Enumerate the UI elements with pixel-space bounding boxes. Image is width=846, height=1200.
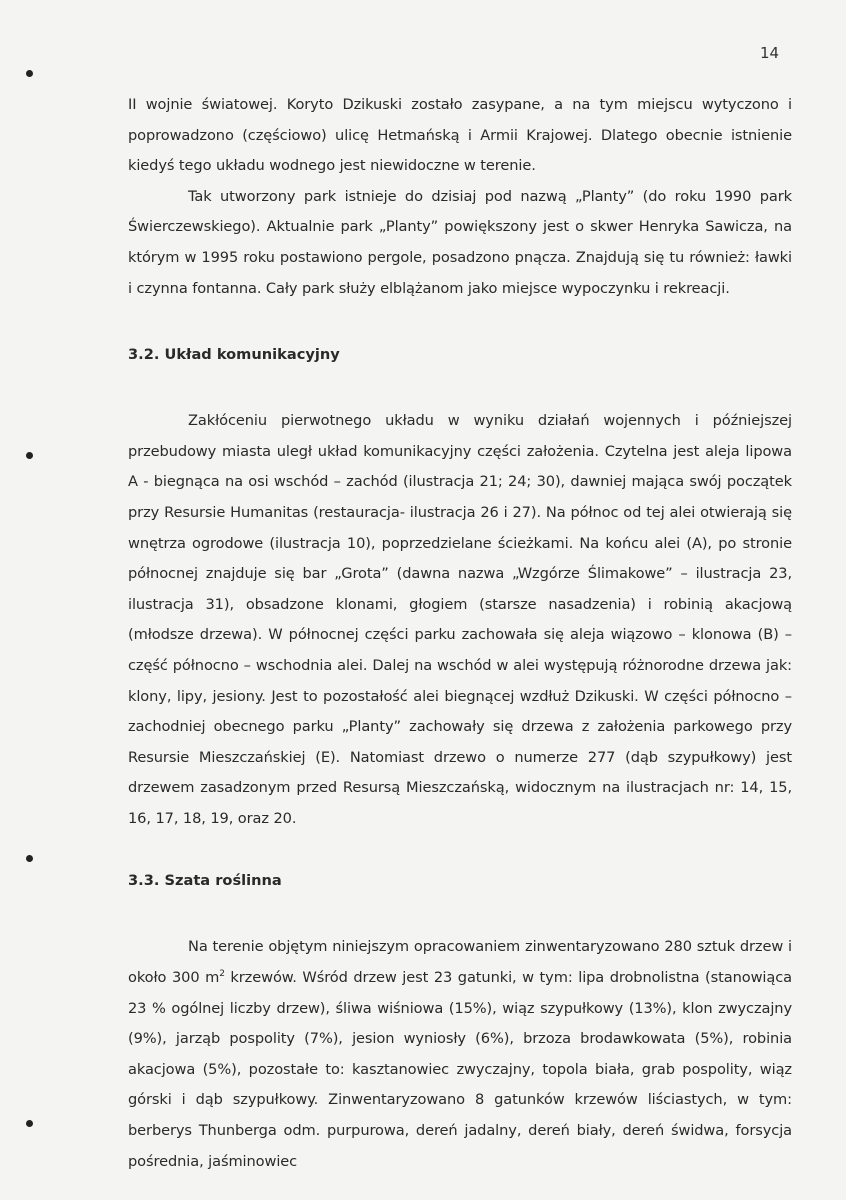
paragraph-text-end: krzewów. Wśród drzew jest 23 gatunki, w tym: lipa drobnolistna (stanowiąca 23 % ogólnej liczby drzew), śliwa wiśniowa (15%), wiąz szypułkowy (13%), klon zwyczajny (9%), jarząb pospolity (7%), jesion wyniosły (6%), brzoza brodawkowata (5%), robinia akacjowa (5%), pozostałe to: kasztanowiec zwyczajny, topola biała, grab pospolity, wiąz górski i dąb szypułkowy. Zinwentaryzowano 8 gatunków krzewów liściastych, w tym: berberys Thunberga odm. purpurowa, dereń jadalny, dereń biały, dereń świdwa, forsycja pośrednia, jaśminowiec	[128, 969, 792, 1170]
superscript-squared: 2	[219, 969, 225, 980]
section-heading-3-2: 3.2. Układ komunikacyjny	[128, 346, 340, 364]
intro-paragraph-2: Tak utworzony park istnieje do dzisiaj pod nazwą „Planty” (do roku 1990 park Świerczewskiego). Aktualnie park „Planty” powiększony jest o skwer Henryka Sawicza, na którym w 1995 roku postawiono pergole, posadzono pnącza. Znajdują się tu również: ławki i czynna fontanna. Cały park służy elblążanom jako miejsce wypoczynku i rekreacji.	[128, 187, 792, 297]
intro-paragraph-1: II wojnie światowej. Koryto Dzikuski zostało zasypane, a na tym miejscu wytyczono i poprowadzono (częściowo) ulicę Hetmańską i Armii Krajowej. Dlatego obecnie istnienie kiedyś tego układu wodnego jest niewidoczne w terenie.	[128, 96, 792, 175]
section-heading-3-3: 3.3. Szata roślinna	[128, 872, 282, 890]
section-3-3-paragraph	[128, 932, 792, 1177]
document-body	[128, 90, 792, 1177]
page-number: 14	[760, 44, 780, 62]
binder-hole-icon	[26, 1120, 33, 1127]
binder-hole-icon	[26, 452, 33, 459]
binder-hole-icon	[26, 70, 33, 77]
binder-hole-icon	[26, 855, 33, 862]
paragraph-text-start: Na terenie objętym niniejszym opracowaniem zinwentaryzowano 280 sztuk drzew i około 300 m	[128, 938, 792, 987]
section-3-2-paragraph: Zakłóceniu pierwotnego układu w wyniku działań wojennych i późniejszej przebudowy miasta uległ układ komunikacyjny części założenia. Czytelna jest aleja lipowa A - biegnąca na osi wschód – zachód (ilustracja 21; 24; 30), dawniej mająca swój początek przy Resursie Humanitas (restauracja- ilustracja 26 i 27). Na północ od tej alei otwierają się wnętrza ogrodowe (ilustracja 10), poprzedzielane ścieżkami. Na końcu alei (A), po stronie północnej znajduje się bar „Grota” (dawna nazwa „Wzgórze Ślimakowe” – ilustracja 23, ilustracja 31), obsadzone klonami, głogiem (starsze nasadzenia) i robinią akacjową (młodsze drzewa). W północnej części parku zachowała się aleja wiązowo – klonowa (B) – część północno – wschodnia alei. Dalej na wschód w alei występują różnorodne drzewa jak: klony, lipy, jesiony. Jest to pozostałość alei biegnącej wzdłuż Dzikuski. W części północno – zachodniej obecnego parku „Planty” zachowały się drzewa z założenia parkowego przy Resursie Mieszczańskiej (E). Natomiast drzewo o numerze 277 (dąb szypułkowy) jest drzewem zasadzonym przed Resursą Mieszczańską, widocznym na ilustracjach nr: 14, 15, 16, 17, 18, 19, oraz 20.	[128, 412, 792, 827]
